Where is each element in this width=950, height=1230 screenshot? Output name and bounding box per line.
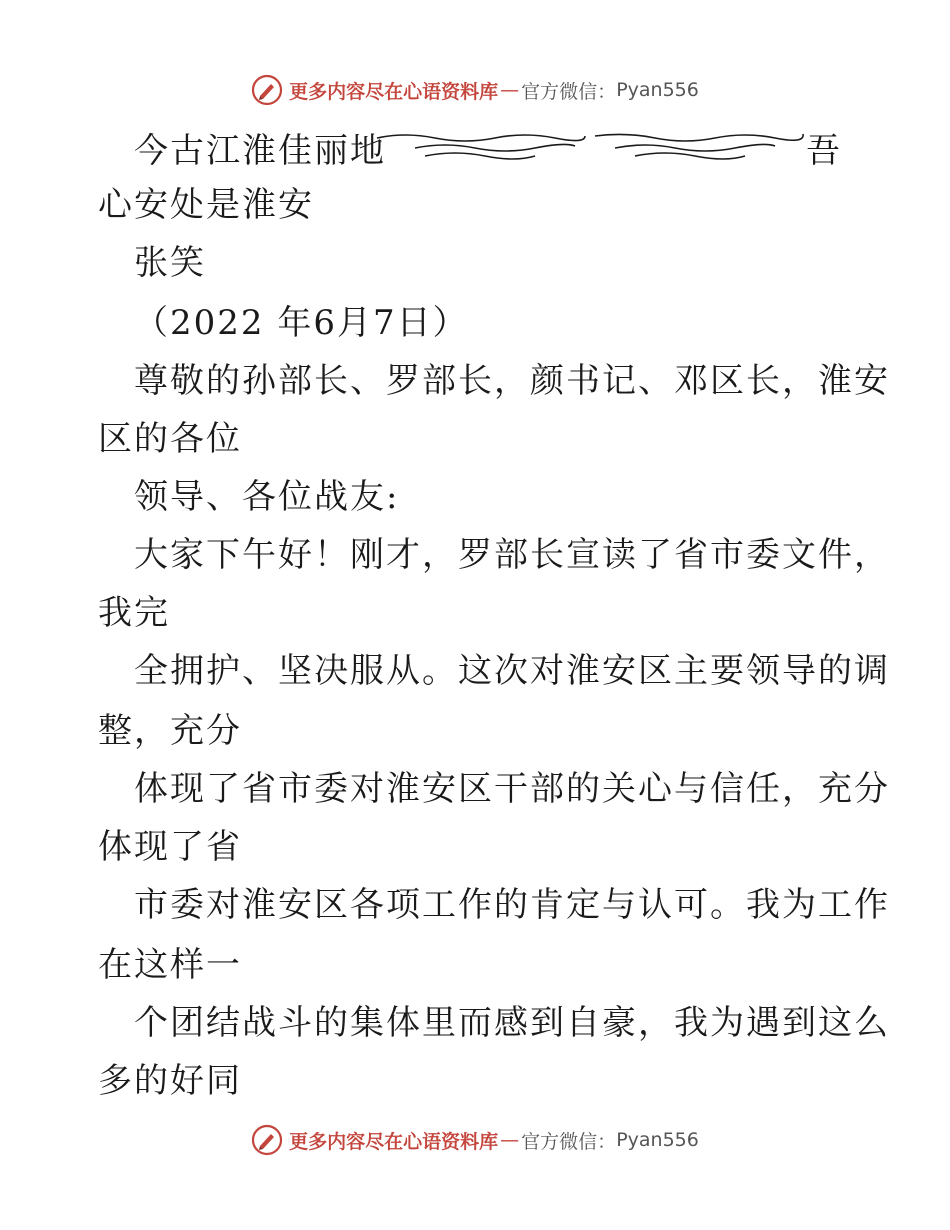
body-line: 区的各位 (98, 419, 242, 459)
body-line: 领导、各位战友: (134, 477, 400, 517)
body-line: 市委对淮安区各项工作的肯定与认可。我为工作 (134, 885, 890, 925)
body-line: 全拥护、坚决服从。这次对淮安区主要领导的调 (134, 651, 890, 691)
footer-banner-dash: — (500, 1129, 520, 1151)
footer-banner-wechat-id: Pyan556 (616, 1129, 699, 1151)
body-line: 体现了省 (98, 827, 242, 867)
body-line: 整，充分 (98, 711, 242, 751)
title-part-2: 吾 (806, 131, 840, 171)
header-banner-text: 更多内容尽在心语资料库 (289, 80, 499, 103)
title-part-1: 今古江淮佳丽地 (134, 131, 386, 171)
body-line: 在这样一 (98, 945, 242, 985)
wavy-dash-decoration (375, 130, 805, 170)
body-line: 多的好同 (98, 1061, 242, 1101)
footer-banner-wechat-label: 官方微信 (521, 1130, 598, 1153)
body-line: 体现了省市委对淮安区干部的关心与信任，充分 (134, 769, 890, 809)
body-line: 我完 (98, 593, 170, 633)
header-watermark-banner (0, 74, 950, 106)
header-banner-separator: ： (597, 80, 617, 103)
footer-watermark-banner (0, 1124, 950, 1156)
header-banner-wechat-label: 官方微信 (521, 80, 598, 103)
footer-banner-separator: ： (597, 1130, 617, 1153)
footer-banner-text: 更多内容尽在心语资料库 (289, 1130, 499, 1153)
body-line: 个团结战斗的集体里而感到自豪，我为遇到这么 (134, 1003, 890, 1043)
body-line: 大家下午好！刚才，罗部长宣读了省市委文件， (134, 535, 890, 575)
pen-logo-icon (251, 1124, 283, 1156)
pen-logo-icon (251, 74, 283, 106)
speech-date: （2022 年6月7日） (134, 303, 469, 343)
body-line: 尊敬的孙部长、罗部长，颜书记、邓区长，淮安 (134, 361, 890, 401)
header-banner-dash: — (500, 79, 520, 101)
header-banner-wechat-id: Pyan556 (616, 79, 699, 101)
author-name: 张笑 (134, 243, 206, 283)
title-line-2: 心安处是淮安 (98, 185, 314, 225)
